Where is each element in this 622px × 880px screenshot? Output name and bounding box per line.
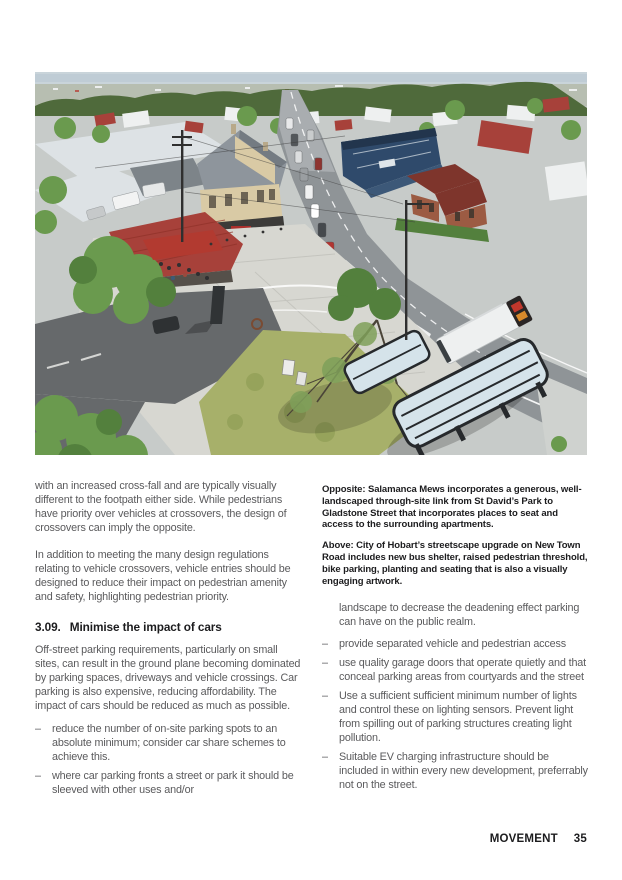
bullet-text: Use a sufficient sufficient minimum number of lights and control these on lighting sensors. Prevent light from spilling out of parking structures creating light pollution. <box>339 690 577 745</box>
bullet-dash: – <box>322 751 328 764</box>
bullet-item <box>322 750 590 792</box>
paragraph-crossfall: with an increased cross-fall and are typically visually different to the footpath either side. While pedestrians have priority over vehicles at crossovers, the design of crossovers can imply the opposite. <box>35 480 287 534</box>
aerial-photo-svg <box>35 72 587 455</box>
bullet-item <box>35 722 303 764</box>
bullet-text: provide separated vehicle and pedestrian access <box>339 638 567 651</box>
section-heading-3-09 <box>35 620 303 634</box>
paragraph-offstreet-parking: Off-street parking requirements, particularly on small sites, can result in the ground plane becoming dominated by parking spaces, driveways and vehicle crossings. Car parking is also expensive, reducing affordability. The impact of cars should be reduced as much as possible. <box>35 644 301 712</box>
section-number: 3.09. <box>35 620 61 634</box>
bullet-text: reduce the number of on-site parking spots to an absolute minimum; consider car share schemes to achieve this. <box>52 723 286 763</box>
left-text-column <box>35 479 303 802</box>
bullet-item <box>322 637 590 651</box>
right-text-column <box>322 484 590 797</box>
bullet-text: use quality garage doors that operate quietly and that conceal parking areas from courtyards and the street <box>339 657 587 684</box>
right-bullet-list <box>322 637 590 792</box>
bullet-dash: – <box>35 770 41 782</box>
sky-and-horizon <box>35 72 587 116</box>
aerial-streetscape-photo <box>35 72 587 455</box>
bullet-text: Suitable EV charging infrastructure should be included in within every new development, preferrably not on the street. <box>339 751 588 792</box>
paragraph-regulations: In addition to meeting the many design regulations relating to vehicle crossovers, vehicle entries should be designed to reduce their impact on pedestrian amenity and safety, highlighting pedestrian priority. <box>35 549 291 603</box>
bullet-item <box>35 769 303 797</box>
bullet-dash: – <box>35 723 41 735</box>
bullet-dash: – <box>322 690 328 703</box>
caption-above: Above: City of Hobart’s streetscape upgrade on New Town Road includes new bus shelter, raised pedestrian threshold, bike parking, planting and seating that is also a visually engaging artwork. <box>322 540 588 587</box>
bullet-item <box>322 689 590 745</box>
left-bullet-list <box>35 722 303 797</box>
caption-opposite: Opposite: Salamanca Mews incorporates a generous, well-landscaped through-site link from St David’s Park to Gladstone Street that incorporates places to seat and access to the surrounding apartments. <box>322 484 582 531</box>
bullet-dash: – <box>322 638 328 651</box>
footer-section-label: MOVEMENT <box>489 833 558 845</box>
footer-page-number: 35 <box>573 833 587 845</box>
bullet-dash: – <box>322 657 328 670</box>
page-footer <box>490 833 587 845</box>
section-title: Minimise the impact of cars <box>69 620 222 634</box>
bullet-text: where car parking fronts a street or park it should be sleeved with other uses and/or <box>52 770 294 796</box>
bullet-item <box>322 656 590 684</box>
bullet-continuation-text: landscape to decrease the deadening effect parking can have on the public realm. <box>339 602 580 629</box>
